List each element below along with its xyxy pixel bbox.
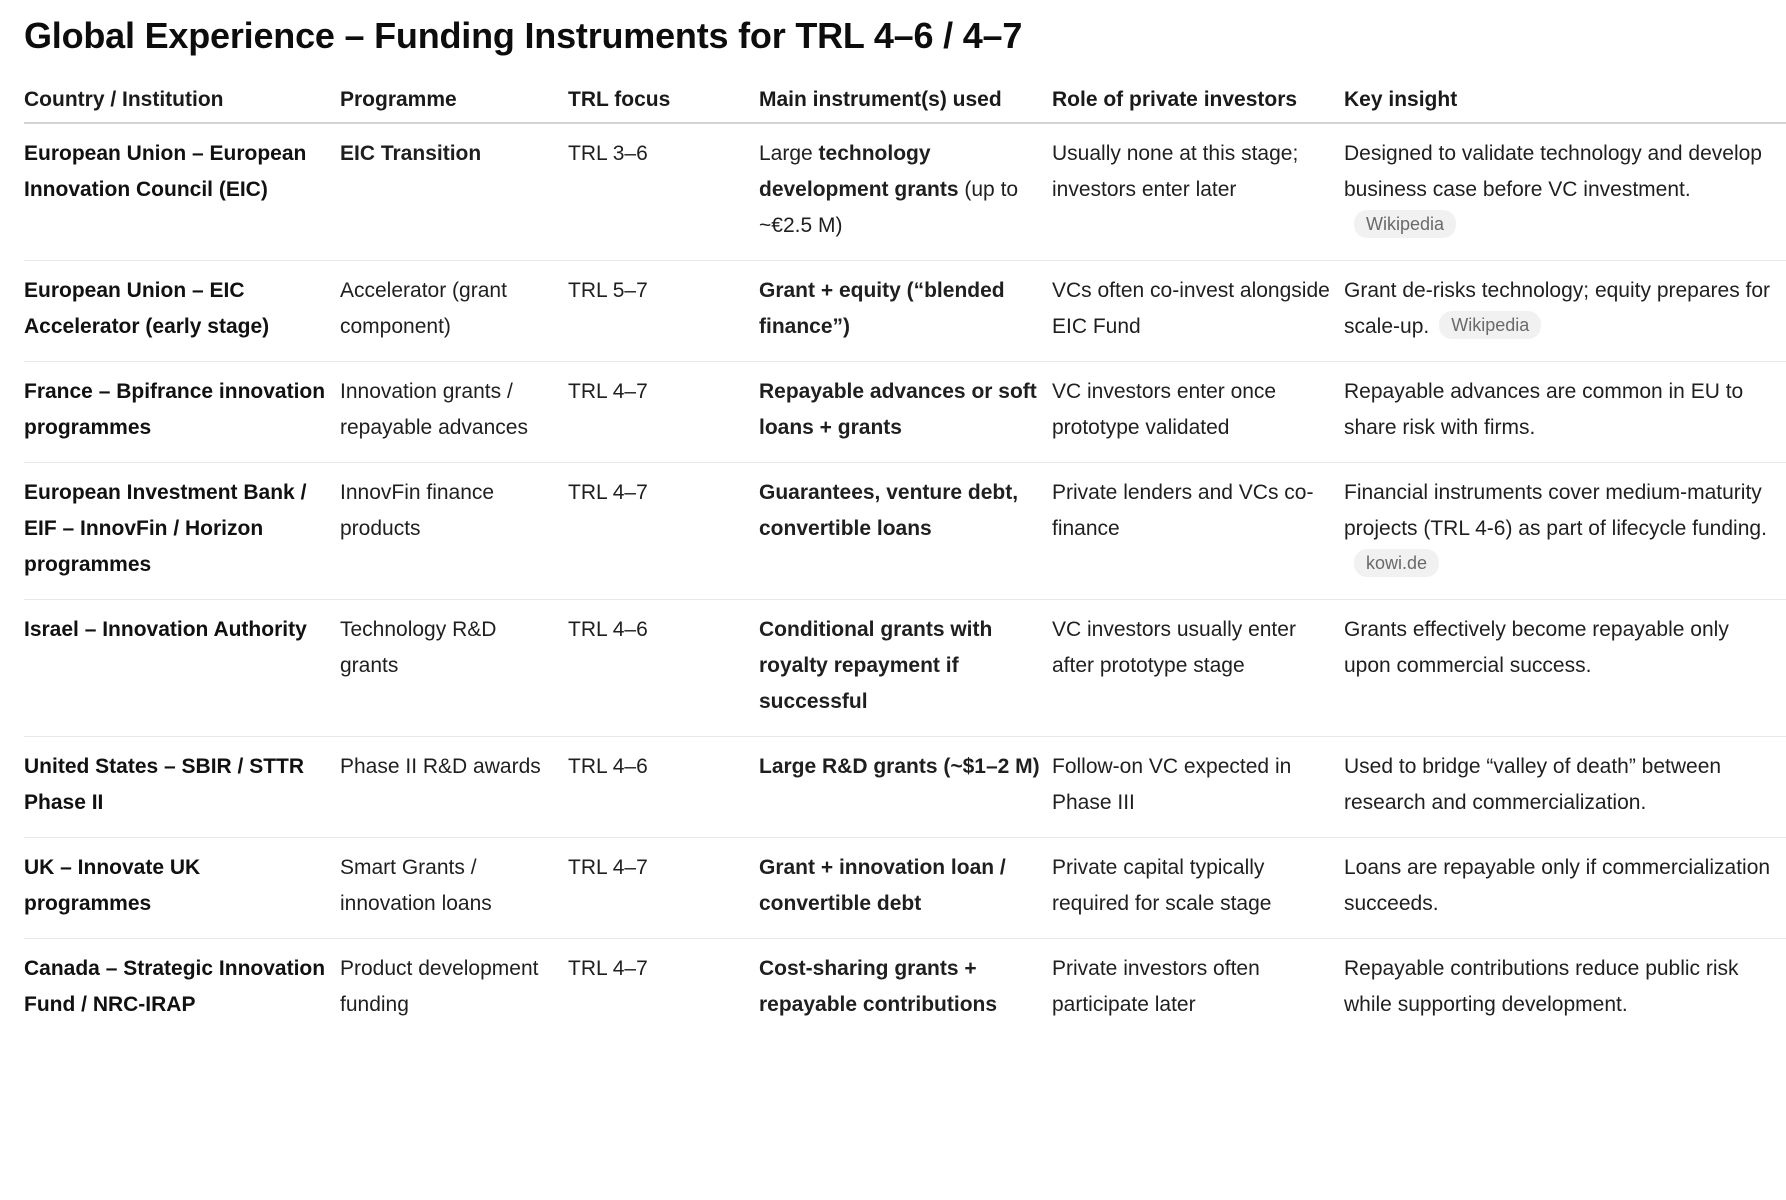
table-header-row: [24, 88, 1786, 123]
table-row: [24, 838, 1786, 939]
table-row: [24, 123, 1786, 261]
cell-programme: Smart Grants / innovation loans: [340, 838, 568, 939]
cell-programme: Technology R&D grants: [340, 600, 568, 737]
cell-trl: TRL 4–7: [568, 463, 759, 600]
cell-instrument: Grant + innovation loan / convertible debt: [759, 838, 1052, 939]
cell-instrument: [759, 123, 1052, 261]
table-row: [24, 737, 1786, 838]
cell-private-role: VC investors usually enter after prototype stage: [1052, 600, 1344, 737]
cell-private-role: Follow-on VC expected in Phase III: [1052, 737, 1344, 838]
cell-country: European Investment Bank / EIF – InnovFin / Horizon programmes: [24, 463, 340, 600]
cell-country: Israel – Innovation Authority: [24, 600, 340, 737]
cell-trl: TRL 4–6: [568, 600, 759, 737]
header-main-instrument: Main instrument(s) used: [759, 88, 1052, 123]
cell-trl: TRL 3–6: [568, 123, 759, 261]
cell-instrument: Grant + equity (“blended finance”): [759, 261, 1052, 362]
header-trl-focus: TRL focus: [568, 88, 759, 123]
header-private-role: Role of private investors: [1052, 88, 1344, 123]
cell-country: United States – SBIR / STTR Phase II: [24, 737, 340, 838]
source-badge[interactable]: kowi.de: [1354, 549, 1439, 577]
cell-country: UK – Innovate UK programmes: [24, 838, 340, 939]
source-badge[interactable]: Wikipedia: [1439, 311, 1541, 339]
cell-programme: Accelerator (grant component): [340, 261, 568, 362]
table-row: [24, 939, 1786, 1040]
table-row: [24, 600, 1786, 737]
source-badge[interactable]: Wikipedia: [1354, 210, 1456, 238]
cell-programme: Innovation grants / repayable advances: [340, 362, 568, 463]
cell-instrument: Conditional grants with royalty repayment if successful: [759, 600, 1052, 737]
cell-country: European Union – European Innovation Council (EIC): [24, 123, 340, 261]
insight-text: Financial instruments cover medium-maturity projects (TRL 4-6) as part of lifecycle funding.: [1344, 481, 1767, 540]
cell-trl: TRL 4–7: [568, 838, 759, 939]
cell-trl: TRL 4–7: [568, 362, 759, 463]
insight-text: Designed to validate technology and develop business case before VC investment.: [1344, 142, 1762, 201]
cell-trl: TRL 4–7: [568, 957, 648, 980]
cell-private-role: VC investors enter once prototype validated: [1052, 362, 1344, 463]
cell-country: European Union – EIC Accelerator (early stage): [24, 261, 340, 362]
instrument-text: (up to ~€2.5 M): [759, 178, 1019, 237]
cell-country: France – Bpifrance innovation programmes: [24, 362, 340, 463]
instrument-text: Large: [759, 142, 819, 165]
table-row: [24, 261, 1786, 362]
cell-instrument: Cost-sharing grants + repayable contributions: [759, 957, 998, 1016]
header-key-insight: Key insight: [1344, 88, 1786, 123]
cell-private-role: Private capital typically required for scale stage: [1052, 838, 1344, 939]
table-row: [24, 463, 1786, 600]
cell-private-role: Private lenders and VCs co-finance: [1052, 463, 1344, 600]
cell-instrument: Repayable advances or soft loans + grants: [759, 362, 1052, 463]
cell-programme: InnovFin finance products: [340, 463, 568, 600]
cell-insight: [1344, 123, 1786, 261]
cell-insight: [1344, 463, 1786, 600]
cell-insight: Used to bridge “valley of death” between research and commercialization.: [1344, 737, 1786, 838]
cell-private-role: VCs often co-invest alongside EIC Fund: [1052, 261, 1344, 362]
cell-insight: Repayable advances are common in EU to share risk with firms.: [1344, 362, 1786, 463]
cell-insight: Grants effectively become repayable only upon commercial success.: [1344, 600, 1786, 737]
cell-programme: EIC Transition: [340, 123, 568, 261]
cell-country: Canada – Strategic Innovation Fund / NRC-IRAP: [24, 957, 326, 1016]
cell-instrument: Large R&D grants (~$1–2 M): [759, 737, 1052, 838]
cell-private-role: Private investors often participate later: [1052, 957, 1260, 1016]
cell-programme: Phase II R&D awards: [340, 737, 568, 838]
cell-programme: Product development funding: [340, 957, 539, 1016]
cell-instrument: Guarantees, venture debt, convertible loans: [759, 463, 1052, 600]
cell-insight: Repayable contributions reduce public risk while supporting development.: [1344, 957, 1739, 1016]
cell-insight: Loans are repayable only if commercialization succeeds.: [1344, 838, 1786, 939]
insight-text: Grant de-risks technology; equity prepares for scale-up.: [1344, 279, 1771, 338]
cell-insight: [1344, 261, 1786, 362]
funding-instruments-table: [24, 88, 1786, 1039]
header-programme: Programme: [340, 88, 568, 123]
header-country: Country / Institution: [24, 88, 340, 123]
cell-private-role: Usually none at this stage; investors enter later: [1052, 123, 1344, 261]
table-row: [24, 362, 1786, 463]
page-title: Global Experience – Funding Instruments for TRL 4–6 / 4–7: [24, 15, 1023, 56]
cell-trl: TRL 5–7: [568, 261, 759, 362]
instrument-emphasis: technology development grants: [759, 142, 959, 201]
cell-trl: TRL 4–6: [568, 737, 759, 838]
